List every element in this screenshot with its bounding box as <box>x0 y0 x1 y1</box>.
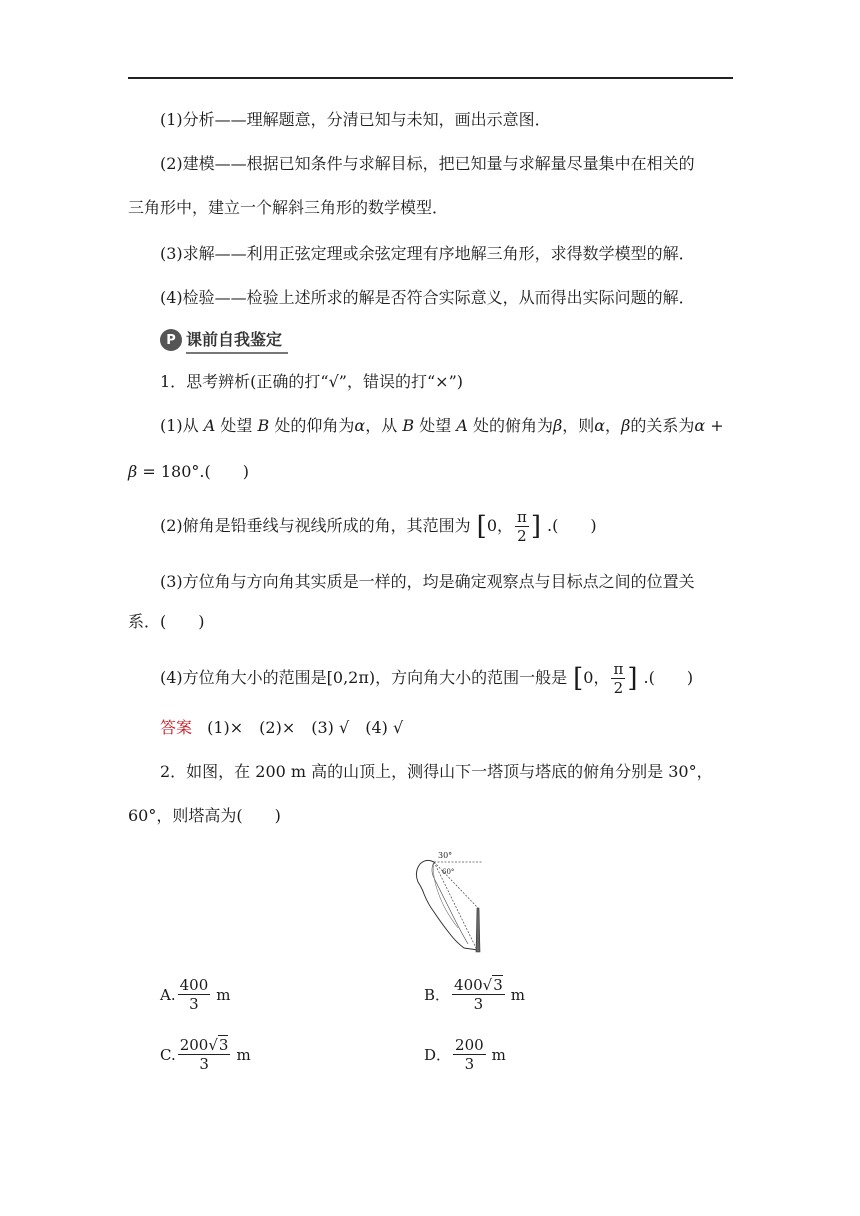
text: 处的俯角为 <box>472 416 553 435</box>
text: = 180°.( ) <box>142 462 249 481</box>
frac-den: 3 <box>189 995 199 1013</box>
frac-num: π <box>517 508 527 526</box>
q1-item3-line1: (3)方位角与方向角其实质是一样的，均是确定观察点与目标点之间的位置关 <box>160 572 695 591</box>
q2-stem-line2: 60°，则塔高为( ) <box>128 806 281 825</box>
text: 处望 <box>419 416 452 435</box>
text: 0， <box>486 516 514 535</box>
section-title: 课前自我鉴定 <box>186 327 288 354</box>
angle-label-30: 30° <box>438 851 453 860</box>
section-heading <box>160 326 288 354</box>
text: 处的仰角为 <box>274 416 355 435</box>
q1-item3-line2: 系．( ) <box>128 612 205 631</box>
frac-num: 200√3 <box>179 1036 229 1054</box>
option-c[interactable] <box>160 1036 251 1073</box>
var-A: A <box>203 416 216 435</box>
sqrt-radicand: 3 <box>493 976 503 994</box>
q1-answer <box>160 716 403 740</box>
option-b[interactable] <box>424 976 525 1013</box>
text: ，则 <box>562 416 595 435</box>
option-label: B． <box>424 986 451 1004</box>
q1-item1-line2 <box>128 460 249 484</box>
q1-stem: 1．思考辨析(正确的打“√”，错误的打“×”) <box>160 372 463 391</box>
bracket-open: [ <box>573 663 584 694</box>
option-fraction <box>178 976 211 1013</box>
angle-label-60: 60° <box>442 868 455 876</box>
option-unit: m <box>510 985 526 1004</box>
frac-den: 3 <box>473 995 484 1013</box>
text: (2)俯角是铅垂线与视线所成的角，其范围为 <box>160 516 471 535</box>
var-beta: β <box>552 416 563 435</box>
frac-num: π <box>613 660 624 678</box>
interval-0-pi-over-2 <box>471 508 547 545</box>
frac-num: 200 <box>455 1036 484 1054</box>
option-label: C. <box>160 1045 176 1064</box>
var-B: B <box>402 416 415 435</box>
interval-0-pi-over-2 <box>567 660 643 697</box>
text: ，从 <box>365 416 398 435</box>
option-d[interactable] <box>424 1036 506 1073</box>
section-badge-icon: P <box>160 329 182 351</box>
fraction-pi-over-2 <box>515 508 529 545</box>
q1-item4 <box>160 660 693 697</box>
var-alpha: α <box>594 416 606 435</box>
text: (4)方位角大小的范围是[0,2π)，方向角大小的范围一般是 <box>160 668 568 687</box>
text: .( ) <box>643 668 694 687</box>
bracket-open: [ <box>476 511 487 542</box>
option-fraction <box>453 1036 486 1073</box>
text: 0， <box>583 668 610 687</box>
frac-den: 3 <box>199 1055 209 1073</box>
text: .( ) <box>547 516 597 535</box>
option-label: A. <box>160 985 176 1004</box>
q1-item2 <box>160 508 597 545</box>
var-B: B <box>257 416 270 435</box>
step-analyze: (1)分析——理解题意，分清已知与未知，画出示意图． <box>160 110 551 129</box>
bracket-close: ] <box>530 511 542 542</box>
text: 处望 <box>220 416 253 435</box>
num-value: 200 <box>179 1036 209 1054</box>
option-fraction <box>452 976 505 1013</box>
q2-stem-line1: 2．如图，在 200 m 高的山顶上，测得山下一塔顶与塔底的俯角分别是 30°， <box>160 762 713 781</box>
step-model-line1: (2)建模——根据已知条件与求解目标，把已知量与求解量尽量集中在相关的 <box>160 154 695 173</box>
answer-text: (1)× (2)× (3) √ (4) √ <box>207 718 404 737</box>
frac-num: 400 <box>179 976 209 994</box>
option-label: D． <box>424 1046 452 1064</box>
text: (1)从 <box>160 416 199 435</box>
var-alpha: α <box>694 416 706 435</box>
text: + <box>710 416 724 435</box>
mountain-tower-figure <box>404 848 484 956</box>
step-verify: (4)检验——检验上述所求的解是否符合实际意义，从而得出实际问题的解． <box>160 288 695 307</box>
step-solve: (3)求解——利用正弦定理或余弦定理有序地解三角形，求得数学模型的解． <box>160 244 695 263</box>
header-rule <box>128 77 733 79</box>
step-model-line2: 三角形中，建立一个解斜三角形的数学模型． <box>128 198 449 217</box>
fraction-pi-over-2 <box>611 660 625 697</box>
answer-label: 答案 <box>160 718 193 737</box>
frac-den: 2 <box>517 527 527 545</box>
frac-num: 400√3 <box>454 976 503 994</box>
var-beta: β <box>621 416 631 435</box>
option-a[interactable] <box>160 976 230 1013</box>
option-unit: m <box>491 1045 506 1064</box>
num-value: 400 <box>454 976 483 994</box>
text: 的关系为 <box>630 416 695 435</box>
frac-den: 3 <box>464 1055 475 1073</box>
option-unit: m <box>236 1045 251 1064</box>
q1-item1-line1 <box>160 414 724 438</box>
text: ， <box>605 416 622 435</box>
option-fraction <box>178 1036 231 1073</box>
var-alpha: α <box>354 416 366 435</box>
bracket-close: ] <box>627 663 638 694</box>
var-A: A <box>456 416 468 435</box>
frac-den: 2 <box>613 679 624 697</box>
sqrt-radicand: 3 <box>218 1036 229 1054</box>
var-beta: β <box>128 462 138 481</box>
option-unit: m <box>216 985 231 1004</box>
